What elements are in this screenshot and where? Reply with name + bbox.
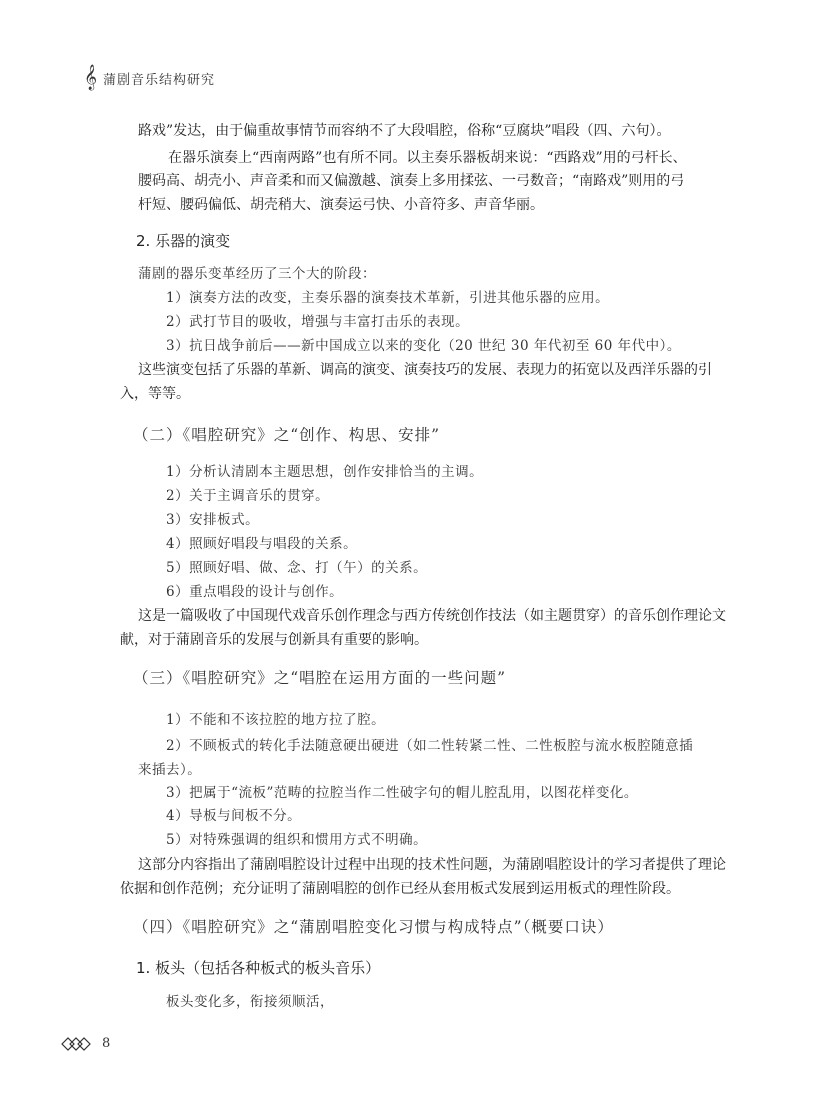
subsection-heading: （四）《唱腔研究》之“蒲剧唱腔变化习惯与构成特点”（概要口诀） <box>133 918 614 936</box>
list-item: 3）把属于“流板”范畴的拉腔当作二性破字句的帽儿腔乱用，以图花样变化。 <box>166 785 638 801</box>
paragraph-line: 腰码高、胡壳小、声音柔和而又偏激越、演奏上多用揉弦、一弓数音；“南路戏”则用的弓 <box>138 173 685 189</box>
list-item: 4）导板与间板不分。 <box>166 808 302 824</box>
paragraph-line: 在器乐演奏上“西南两路”也有所不同。以主奏乐器板胡来说：“西路戏”用的弓杆长、 <box>168 150 687 166</box>
paragraph-line: 这些演变包括了乐器的革新、调高的演变、演奏技巧的发展、表现力的拓宽以及西洋乐器的引 <box>138 362 712 378</box>
list-item: 3）安排板式。 <box>166 512 260 528</box>
list-item: 6）重点唱段的设计与创作。 <box>166 584 344 600</box>
paragraph-line: 这部分内容指出了蒲剧唱腔设计过程中出现的技术性问题，为蒲剧唱腔设计的学习者提供了理论 <box>138 857 726 873</box>
paragraph-line: 依据和创作范例；充分证明了蒲剧唱腔的创作已经从套用板式发展到运用板式的理性阶段。 <box>120 881 680 897</box>
list-item: 3）抗日战争前后——新中国成立以来的变化（20 世纪 30 年代初至 60 年代中）。 <box>166 338 681 354</box>
subsection-heading: （二）《唱腔研究》之“创作、构思、安排” <box>133 426 441 444</box>
list-item-continuation: 来插去）。 <box>138 762 202 778</box>
list-item: 2）关于主调音乐的贯穿。 <box>166 488 330 504</box>
list-item: 2）武打节目的吸收，增强与丰富打击乐的表现。 <box>166 314 470 330</box>
subsection-heading: （三）《唱腔研究》之“唱腔在运用方面的一些问题” <box>133 669 507 687</box>
paragraph-line: 路戏”发达，由于偏重故事情节而容纳不了大段唱腔，俗称“豆腐块”唱段（四、六句）。 <box>138 123 671 139</box>
list-item: 1）不能和不该拉腔的地方拉了腔。 <box>166 712 386 728</box>
section-heading: 2. 乐器的演变 <box>136 232 231 250</box>
paragraph-line: 蒲剧的器乐变革经历了三个大的阶段： <box>138 266 376 282</box>
paragraph-line: 杆短、腰码偏低、胡壳稍大、演奏运弓快、小音符多、声音华丽。 <box>138 197 544 213</box>
page-footer <box>60 1036 110 1051</box>
running-header <box>84 66 215 90</box>
list-item: 2）不顾板式的转化手法随意硬出硬进（如二性转紧二性、二性板腔与流水板腔随意插 <box>166 738 694 754</box>
paragraph-line: 献，对于蒲剧音乐的发展与创新具有重要的影响。 <box>120 632 428 648</box>
running-title: 蒲剧音乐结构研究 <box>103 72 216 88</box>
ornament-icon <box>60 1037 92 1051</box>
paragraph-line: 这是一篇吸收了中国现代戏音乐创作理念与西方传统创作技法（如主题贯穿）的音乐创作理论文 <box>138 608 726 624</box>
treble-clef-icon: 𝄞 <box>84 65 98 90</box>
paragraph-line: 入，等等。 <box>120 386 190 402</box>
page-number: 8 <box>102 1036 111 1051</box>
list-item: 1）演奏方法的改变，主奏乐器的演奏技术革新，引进其他乐器的应用。 <box>166 290 610 306</box>
list-item: 5）照顾好唱、做、念、打（午）的关系。 <box>166 560 428 576</box>
section-heading: 1. 板头（包括各种板式的板头音乐） <box>136 959 381 977</box>
list-item: 5）对特殊强调的组织和惯用方式不明确。 <box>166 832 428 848</box>
list-item: 4）照顾好唱段与唱段的关系。 <box>166 536 358 552</box>
list-item: 1）分析认清剧本主题思想，创作安排恰当的主调。 <box>166 464 484 480</box>
verse-line: 板头变化多，衔接须顺活， <box>166 994 334 1010</box>
